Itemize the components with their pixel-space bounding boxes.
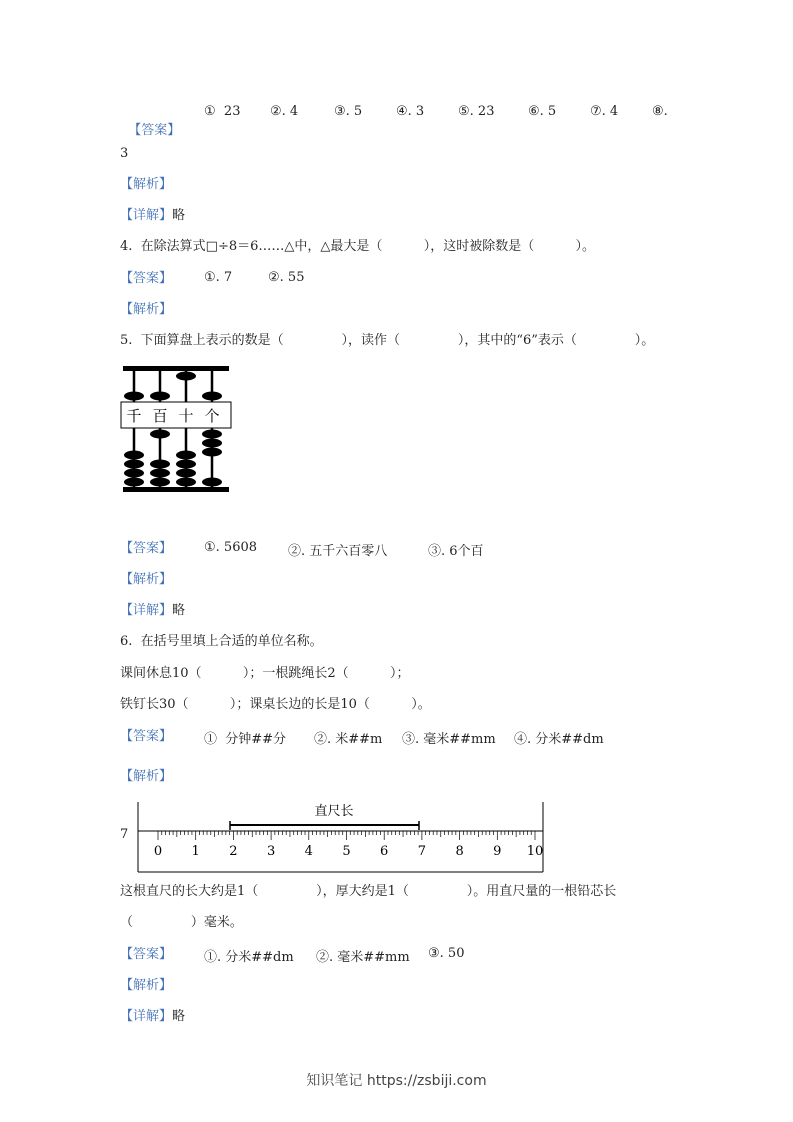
answer-item: ②. 米##m: [314, 732, 383, 747]
abacus-bead-lower: [150, 478, 170, 487]
abacus-bead-lower: [202, 478, 222, 487]
abacus-bead-lower: [124, 478, 144, 487]
abacus-bead-upper: [202, 392, 222, 401]
abacus-bead-lower: [176, 451, 196, 460]
analysis-label: 【解析】: [120, 572, 173, 587]
ruler-number: 10: [526, 844, 544, 859]
answer-label: 【答案】: [120, 541, 173, 556]
ruler-number: 1: [191, 844, 200, 859]
detail-label: 【详解】: [120, 1009, 173, 1024]
abacus-rod-label: 个: [204, 407, 220, 425]
detail-row: [120, 207, 185, 225]
question-6: 6. 在括号里填上合适的单位名称。: [120, 634, 323, 649]
abacus-rod-label: 千: [126, 407, 142, 425]
ruler-number: 0: [153, 844, 163, 859]
answer-label: 【答案】: [128, 123, 181, 138]
abacus-bead-lower: [124, 460, 144, 469]
abacus-bead-upper: [124, 392, 144, 401]
question-6-line2: 铁钉长30（ ）；课桌长边的长是10（ ）。: [120, 697, 431, 712]
abacus-bead-upper: [176, 372, 196, 381]
ruler-number: 5: [342, 844, 351, 859]
detail-row: [120, 1008, 185, 1026]
question-5: 5. 下面算盘上表示的数是（ ），读作（ ），其中的“6”表示（ ）。: [120, 333, 655, 348]
answer-item: ① 分钟##分: [204, 732, 287, 747]
abacus-rod-label: 百: [152, 407, 168, 425]
answer-row-block1: [120, 104, 180, 140]
analysis-label: 【解析】: [120, 769, 173, 784]
abacus-bead-upper: [150, 392, 170, 401]
answer-item: ③. 毫米##mm: [402, 732, 496, 747]
ruler-number: 7: [417, 844, 427, 859]
detail-label: 【详解】: [120, 208, 173, 223]
answer-label: 【答案】: [120, 947, 173, 962]
detail-text: 略: [172, 208, 186, 223]
answer-item: ⑤. 23: [458, 104, 495, 119]
abacus-bead-lower: [150, 469, 170, 478]
ruler-number: 8: [455, 844, 464, 859]
ruler-title: 直尺长: [314, 804, 354, 819]
question-6-line1: 课间休息10（ ）；一根跳绳长2（ ）；: [120, 666, 410, 681]
detail-text: 略: [172, 603, 186, 618]
answer-item: ③. 6个百: [428, 544, 484, 559]
analysis-label: 【解析】: [120, 302, 173, 317]
ruler-ticks: [158, 831, 535, 840]
analysis-label: 【解析】: [120, 978, 173, 993]
answer-label: 【答案】: [120, 271, 173, 286]
question-7-text2: （ ）毫米。: [120, 915, 243, 930]
question-7-text1: 这根直尺的长大约是1（ ），厚大约是1（ ）。用直尺量的一根铅芯长: [120, 884, 617, 899]
answer-item: ⑦. 4: [590, 104, 619, 119]
abacus-rod-label: 十: [178, 407, 194, 425]
answer-item: ① 23: [204, 104, 241, 119]
ruler-number: 4: [304, 844, 313, 859]
footer-watermark[interactable]: 知识笔记 https://zsbiji.com: [306, 1073, 487, 1089]
answer-item: ①. 分米##dm: [204, 950, 294, 965]
abacus-bead-lower: [176, 469, 196, 478]
answer-item: ④. 3: [396, 104, 425, 119]
detail-text: 略: [172, 1009, 186, 1024]
abacus-bead-lower: [202, 439, 222, 448]
answer-item: ①. 5608: [204, 540, 258, 555]
abacus-top-frame: [123, 366, 229, 371]
abacus-bead-lower: [150, 460, 170, 469]
answer-item: ②. 毫米##mm: [316, 950, 410, 965]
abacus-bead-lower: [124, 469, 144, 478]
answer-item: ②. 五千六百零八: [288, 544, 388, 559]
answer-item: ③. 5: [334, 104, 363, 119]
question-7-number: 7: [120, 827, 129, 842]
answer-item: ④. 分米##dm: [514, 732, 604, 747]
ruler-number: 2: [229, 844, 238, 859]
question-4: 4. 在除法算式□÷8＝6……△中，△最大是（ ），这时被除数是（ ）。: [120, 239, 596, 254]
answer-item: ⑧.: [652, 104, 668, 119]
analysis-label: 【解析】: [120, 177, 173, 192]
abacus-bottom-frame: [123, 487, 229, 492]
abacus-bead-lower: [202, 448, 222, 457]
answer-item: ⑥. 5: [528, 104, 557, 119]
abacus-bead-lower: [150, 430, 170, 439]
abacus-bead-lower: [176, 478, 196, 487]
ruler-number: 6: [380, 844, 389, 859]
abacus-bead-lower: [124, 451, 144, 460]
answer-item: ②. 55: [268, 270, 305, 285]
ruler-numbers: [154, 844, 543, 859]
abacus-bead-lower: [202, 430, 222, 439]
ruler-figure: [118, 800, 558, 876]
detail-row: [120, 602, 185, 620]
answer-wrap: 3: [120, 146, 129, 161]
answer-item: ①. 7: [204, 270, 233, 285]
abacus-bead-lower: [176, 460, 196, 469]
abacus-rods: [124, 371, 222, 487]
answer-label: 【答案】: [120, 729, 173, 744]
ruler-number: 3: [266, 844, 276, 859]
ruler-number: 9: [493, 844, 502, 859]
answer-item: ②. 4: [270, 104, 299, 119]
detail-label: 【详解】: [120, 603, 173, 618]
answer-item: ③. 50: [428, 946, 465, 961]
abacus-figure: [118, 362, 234, 496]
